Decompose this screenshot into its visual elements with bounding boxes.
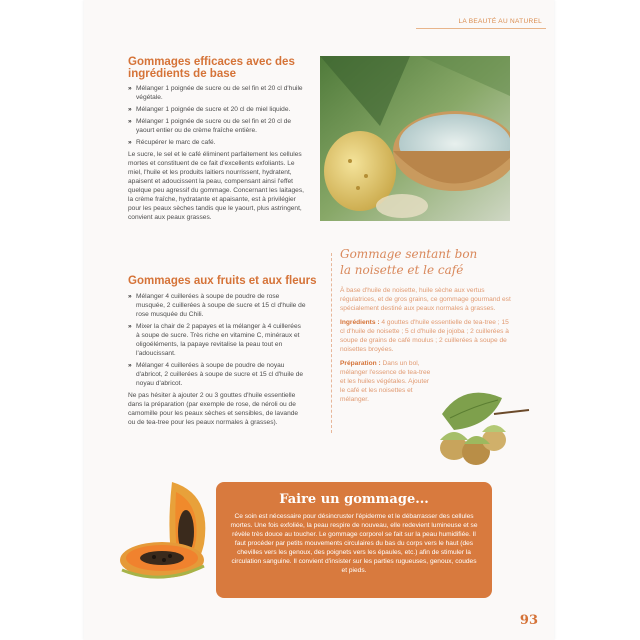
sidebar-divider — [331, 253, 332, 433]
running-header: LA BEAUTÉ AU NATUREL — [458, 18, 542, 25]
box-text: Ce soin est nécessaire pour désincruster l'épiderme et le débarrasser des cellules mortes. Une fois exfoliée, la peau respire de nouveau, elle redevient lumineuse et se révèle très douce au toucher. Le gommage corporel se fait sur la peau humidifiée. Il faut procéder par petits mouvements circulaires du bas du corps vers le haut (des chevilles vers les genoux, des poignets vers les épaules, etc.) afin de stimuler la circulation sanguine. Il convient d'insister sur les parties rugueuses, genoux, coudes et pieds. — [230, 513, 478, 574]
section1-paragraph: Le sucre, le sel et le café éliminent parfaitement les cellules mortes et constituent de ce fait d'excellents exfoliants. Le miel, l'huile et les produits laitiers nourrissent, hydratent, apaisent et adoucissent la peau, compensant ainsi l'effet quelque peu agressif du gommage. Concernant les laitages, la crème fraîche, hydratante et apaisante, est à privilégier pour les peaux sèches tandis que le yaourt, plus astringent, convient aux peaux grasses. — [128, 151, 304, 221]
section2-title: Gommages aux fruits et aux fleurs — [128, 275, 317, 287]
sidebar-intro: À base d'huile de noisette, huile sèche aux vertus régulatrices, et de gros grains, ce gommage gourmand est spécialement destiné aux peaux normales à grasses. — [340, 287, 511, 312]
box-title: Faire un gommage... — [279, 492, 429, 507]
scrub-photo — [320, 56, 510, 221]
sidebar-title-line1: Gommage sentant bon — [340, 247, 478, 261]
sidebar-ingredients — [340, 318, 512, 354]
preparation-label: Préparation : — [340, 360, 381, 367]
sidebar-title — [340, 246, 520, 278]
header-rule — [416, 28, 546, 29]
section1-body — [128, 84, 308, 222]
section2-body — [128, 292, 306, 427]
section2-bullet-list — [128, 292, 306, 388]
section1-bullet-list — [128, 84, 308, 147]
list-item: » Mélanger 4 cuillerées à soupe de poudre de rose musquée, 2 cuillerées à soupe de sucre et 15 cl d'huile de rose musquée du Chili. — [128, 292, 306, 319]
page-number: 93 — [519, 613, 538, 628]
section1-title: Gommages efficaces avec des ingrédients de base — [128, 56, 295, 80]
list-item: » Mélanger 1 poignée de sucre ou de sel fin et 20 cl de yaourt entier ou de crème fraîche entière. — [128, 117, 308, 135]
papaya-illustration — [112, 474, 222, 594]
sidebar-preparation — [340, 359, 432, 404]
section2-paragraph: Ne pas hésiter à ajouter 2 ou 3 gouttes d'huile essentielle dans la préparation (par exemple de rose, de néroli ou de camomille pour les peaux sèches et sensibles, de lavande ou de tea-tree pour les peaux normales à grasses). — [128, 392, 299, 426]
scrub-bowl-illustration — [320, 56, 510, 221]
ingredients-text: 4 gouttes d'huile essentielle de tea-tree ; 15 cl d'huile de noisette ; 5 cl d'huile de jojoba ; 2 cuillerées à soupe de grains de café moulus ; 2 cuillerées à soupe de noisettes broyées. — [340, 319, 509, 353]
list-item: » Mélanger 1 poignée de sucre ou de sel fin et 20 cl d'huile végétale. — [128, 84, 308, 102]
list-item: » Mixer la chair de 2 papayes et la mélanger à 4 cuillerées à soupe de sucre. Très riche en vitamine C, minéraux et oligoéléments, la papaye revitalise la peau tout en l'adoucissant. — [128, 322, 306, 358]
list-item: » Récupérer le marc de café. — [128, 138, 308, 147]
list-item: » Mélanger 4 cuillerées à soupe de poudre de noyau d'abricot, 2 cuillerées à soupe de sucre et 15 cl d'huile de noyau d'abricot. — [128, 361, 306, 388]
book-page — [84, 0, 554, 640]
hazelnut-illustration — [424, 384, 534, 474]
ingredients-label: Ingrédients : — [340, 319, 380, 326]
gommage-tip-box — [216, 482, 492, 598]
list-item: » Mélanger 1 poignée de sucre et 20 cl de miel liquide. — [128, 105, 308, 114]
sidebar-title-line2: la noisette et le café — [340, 263, 464, 277]
preparation-text: Dans un bol, mélanger l'essence de tea-tree et les huiles végétales. Ajouter le café et les noisettes et mélanger. — [340, 360, 431, 403]
